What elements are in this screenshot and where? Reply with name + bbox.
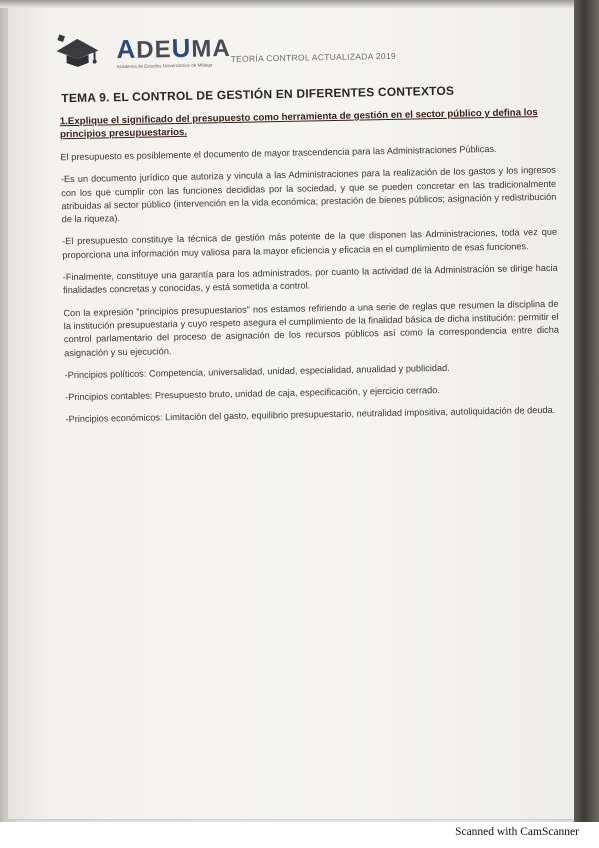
document-content [20, 18, 573, 437]
document-header [20, 18, 566, 88]
paragraph: -Principios económicos: Limitación del gasto, equilibrio presupuestario, neutralidad impositiva, autoliquidación de deuda. [65, 405, 556, 425]
paragraph: El presupuesto es posiblemente el documento de mayor trascendencia para las Administraciones Públicas. [60, 143, 497, 163]
paragraph: -Principios políticos: Competencia, universalidad, unidad, especialidad, anualidad y publicidad. [64, 362, 450, 381]
brand-mid: DE [135, 36, 172, 64]
binder-edge [574, 0, 599, 822]
paragraph: -Principios contables: Presupuesto bruto, unidad de caja, especificación, y ejercicio cerrado. [65, 385, 440, 403]
paragraph: -Finalmente, constituye una garantía para los administrados, por cuanto la actividad de la Administración se dirige hacia finalidades concretas y conocidas, y está sometida a control. [62, 262, 558, 296]
paragraph: -El presupuesto constituye la técnica de gestión más potente de la que disponen las Administraciones, toda vez que proporciona una información muy valiosa para la mayor eficiencia y eficacia en el cumplimiento de esas funciones. [62, 227, 558, 261]
brand-subtitle: Academia de Estudios Universitarios de Málaga [116, 62, 213, 70]
paragraph: Con la expresión "principios presupuestarios" nos estamos refiriendo a una serie de reglas que resumen la disciplina de la institución presupuestaria y cuyo respeto asegura el cumplimiento de la finalidad básica de dicha institución: permitir el control parlamentario del proceso de asignación de los recursos públicos así como la correspondencia entre dicha asignación y su ejecución. [63, 298, 559, 358]
brand-logotype [116, 32, 231, 65]
brand-end: MA [191, 34, 231, 63]
brand-u: U [171, 32, 192, 64]
question-heading: 1.Explique el significado del presupuesto como herramienta de gestión en el sector público y defina los principios presupuestarios. [59, 107, 538, 141]
paragraph: -Es un documento jurídico que autoriza y vincula a las Administraciones para la realización de los gastos y los ingresos con los que cumplir con las funciones decididas por la sociedad, y que se pueden concretar en las tradicionalmente atribuidas al sector público (intervención en la vida económica; prestación de bienes públicos; asignación y redistribución de la riqueza). [60, 165, 557, 225]
scanner-watermark: Scanned with CamScanner [455, 826, 579, 838]
page-title: TEMA 9. EL CONTROL DE GESTIÓN EN DIFERENTES CONTEXTOS [61, 83, 455, 106]
brand-prefix: A [116, 33, 137, 65]
top-shadow [0, 0, 599, 8]
graduation-cap-logo-icon [52, 28, 103, 71]
header-note: TEORÍA CONTROL ACTUALIZADA 2019 [230, 50, 397, 64]
